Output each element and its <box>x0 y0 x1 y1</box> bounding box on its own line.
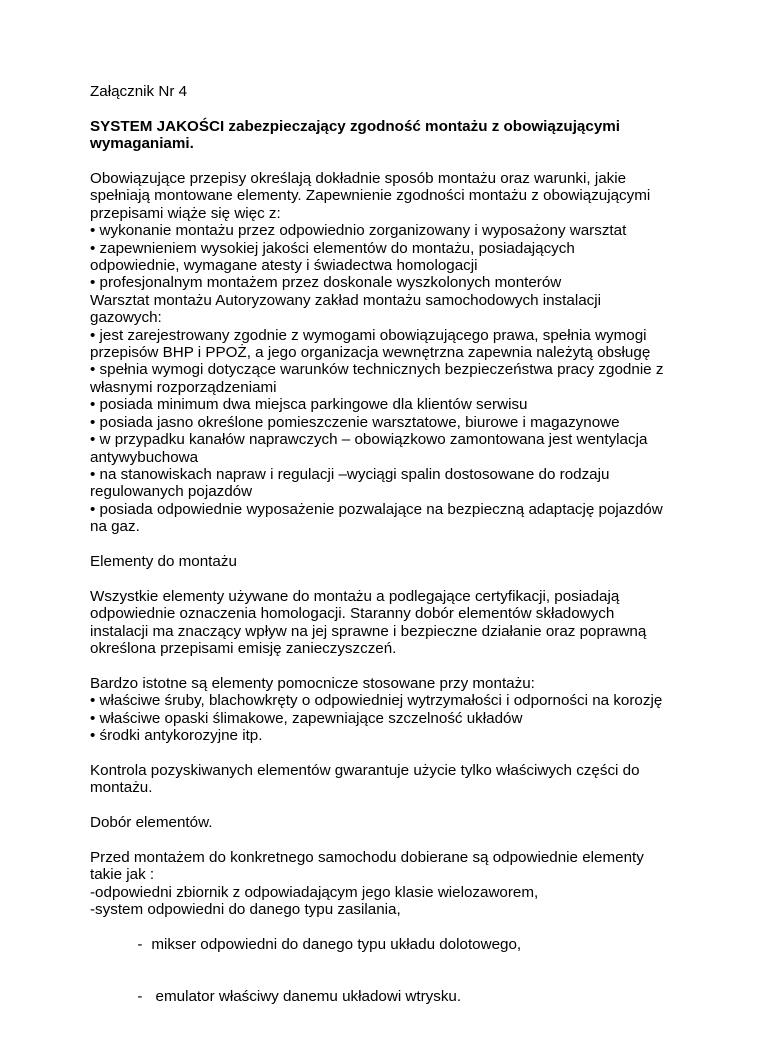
intro-line: na gaz. <box>90 518 140 536</box>
intro-paragraph <box>90 170 690 536</box>
intro-line: Obowiązujące przepisy określają dokładnie sposób montażu oraz warunki, jakie <box>90 170 627 187</box>
selection-line: Przed montażem do konkretnego samochodu dobierane są odpowiednie elementy <box>90 848 644 866</box>
control-line: montażu. <box>90 779 153 797</box>
elements-line: Wszystkie elementy używane do montażu a podlegające certyfikacji, posiadają <box>90 587 620 605</box>
title-line: wymaganiami. <box>90 135 194 153</box>
section-heading-selection <box>90 814 690 831</box>
intro-line: gazowych: <box>90 309 162 327</box>
dash-item-text: emulator właściwy danemu układowi wtrysku. <box>151 988 462 1005</box>
selection-line: takie jak : <box>90 866 155 884</box>
bullet-line: • profesjonalnym montażem przez doskonale wyszkolonych monterów <box>90 274 562 292</box>
bullet-line: • wykonanie montażu przez odpowiednio zorganizowany i wyposażony warsztat <box>90 222 627 240</box>
elements-line: odpowiednie oznaczenia homologacji. Staranny dobór elementów składowych <box>90 605 615 623</box>
intro-line: spełniają montowane elementy. Zapewnienie zgodności montażu z obowiązującymi <box>90 187 651 205</box>
dash-list-item <box>90 971 690 1023</box>
dash-item-text: mikser odpowiedni do danego typu układu dolotowego, <box>151 935 522 953</box>
selection-line: -odpowiedni zbiornik z odpowiadającym jego klasie wielozaworem, <box>90 883 539 901</box>
aux-line: Bardzo istotne są elementy pomocnicze stosowane przy montażu: <box>90 674 535 692</box>
bullet-line: • zapewnieniem wysokiej jakości elementów do montażu, posiadających <box>90 239 575 257</box>
dash-list-item <box>90 918 690 970</box>
bullet-line: • na stanowiskach napraw i regulacji –wyciągi spalin dostosowane do rodzaju <box>90 465 610 483</box>
bullet-line: • właściwe opaski ślimakowe, zapewniające szczelność układów <box>90 709 523 727</box>
bullet-line: • posiada odpowiednie wyposażenie pozwalające na bezpieczną adaptację pojazdów <box>90 500 663 518</box>
bullet-line: • posiada minimum dwa miejsca parkingowe dla klientów serwisu <box>90 396 528 414</box>
bullet-line: • w przypadku kanałów naprawczych – obowiązkowo zamontowana jest wentylacja <box>90 431 648 449</box>
dash-marker: - <box>137 935 143 953</box>
bullet-line: • spełnia wymogi dotyczące warunków technicznych bezpieczeństwa pracy zgodnie z <box>90 361 664 379</box>
intro-line: przepisami wiąże się więc z: <box>90 204 281 222</box>
section-heading-text: Dobór elementów. <box>90 813 213 831</box>
control-line: Kontrola pozyskiwanych elementów gwarantuje użycie tylko właściwych części do <box>90 761 640 779</box>
auxiliary-elements-paragraph <box>90 675 690 745</box>
section-heading-elements <box>90 553 690 570</box>
selection-paragraph <box>90 849 690 1023</box>
annex-label <box>90 83 690 100</box>
intro-line: Warsztat montażu Autoryzowany zakład montażu samochodowych instalacji <box>90 291 601 309</box>
intro-line: odpowiednie, wymagane atesty i świadectwa homologacji <box>90 257 478 275</box>
elements-paragraph <box>90 588 690 658</box>
section-heading-text: Elementy do montażu <box>90 552 237 570</box>
intro-line: przepisów BHP i PPOŻ, a jego organizacja wewnętrzna zapewnia należytą obsługę <box>90 344 651 362</box>
bullet-line: • posiada jasno określone pomieszczenie warsztatowe, biurowe i magazynowe <box>90 413 620 431</box>
elements-line: instalacji ma znaczący wpływ na jej sprawne i bezpieczne działanie oraz poprawną <box>90 622 647 640</box>
intro-line: antywybuchowa <box>90 448 199 466</box>
control-paragraph <box>90 762 690 797</box>
elements-line: określona przepisami emisję zanieczyszczeń. <box>90 639 397 657</box>
bullet-line: • jest zarejestrowany zgodnie z wymogami obowiązującego prawa, spełnia wymogi <box>90 326 647 344</box>
bullet-line: • środki antykorozyjne itp. <box>90 726 263 744</box>
title-line: SYSTEM JAKOŚCI zabezpieczający zgodność montażu z obowiązującymi <box>90 117 620 135</box>
intro-line: własnymi rozporządzeniami <box>90 378 277 396</box>
dash-marker: - <box>137 988 143 1005</box>
selection-line: -system odpowiedni do danego typu zasilania, <box>90 900 401 918</box>
bullet-line: • właściwe śruby, blachowkręty o odpowiedniej wytrzymałości i odporności na korozję <box>90 692 663 710</box>
document-page <box>90 83 690 1040</box>
intro-line: regulowanych pojazdów <box>90 483 253 501</box>
annex-text: Załącznik Nr 4 <box>90 83 188 100</box>
document-title <box>90 118 690 153</box>
